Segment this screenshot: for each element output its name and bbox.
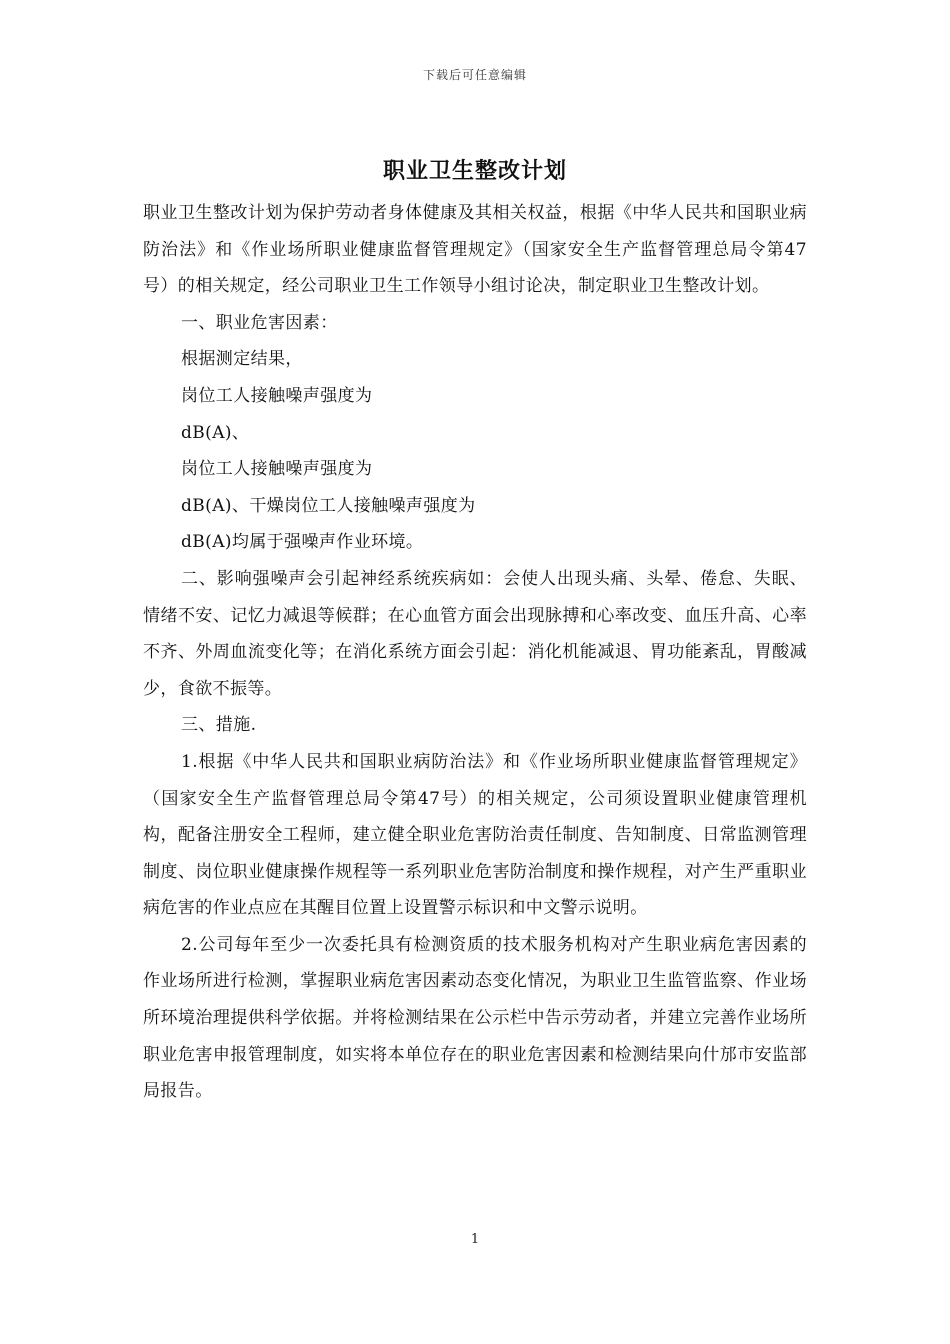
noise-line-3: 岗位工人接触噪声强度为 bbox=[181, 459, 373, 480]
page-header: 下载后可任意编辑 bbox=[422, 68, 527, 82]
noise-line-1: 岗位工人接触噪声强度为 bbox=[181, 385, 373, 406]
document-title: 职业卫生整改计划 bbox=[382, 159, 567, 184]
noise-line-5: dB(A)均属于强噪声作业环境。 bbox=[181, 532, 424, 553]
measurement-intro: 根据测定结果， bbox=[181, 349, 303, 370]
section-3-heading: 三、措施. bbox=[181, 715, 257, 736]
measure-2-paragraph: 2.公司每年至少一次委托具有检测资质的技术服务机构对产生职业病危害因素的作业场所进行检测，掌握职业病危害因素动态变化情况，为职业卫生监管监察、作业场所环境治理提供科学依据。并将检测结果在公示栏中告示劳动者，并建立完善作业场所职业危害申报管理制度，如实将本单位存在的职业危害因素和检测结果向什邡市安监部局报告。 bbox=[143, 934, 807, 1102]
measure-1-paragraph: 1.根据《中华人民共和国职业病防治法》和《作业场所职业健康监督管理规定》（国家安全生产监督管理总局令第47号）的相关规定，公司须设置职业健康管理机构，配备注册安全工程师，建立健全职业危害防治责任制度、告知制度、日常监测管理制度、岗位职业健康操作规程等一系列职业危害防治制度和操作规程，对产生严重职业病危害的作业点应在其醒目位置上设置警示标识和中文警示说明。 bbox=[143, 751, 807, 919]
document-body bbox=[143, 195, 807, 1110]
noise-line-4: dB(A)、干燥岗位工人接触噪声强度为 bbox=[181, 495, 476, 516]
intro-paragraph: 职业卫生整改计划为保护劳动者身体健康及其相关权益，根据《中华人民共和国职业病防治法》和《作业场所职业健康监督管理规定》（国家安全生产监督管理总局令第47号）的相关规定，经公司职业卫生工作领导小组讨论决，制定职业卫生整改计划。 bbox=[143, 203, 807, 297]
section-2-paragraph: 二、影响强噪声会引起神经系统疾病如：会使人出现头痛、头晕、倦怠、失眠、情绪不安、记忆力减退等候群；在心血管方面会出现脉搏和心率改变、血压升高、心率不齐、外周血流变化等；在消化系统方面会引起：消化机能减退、胃功能紊乱，胃酸减少，食欲不振等。 bbox=[143, 568, 807, 699]
noise-line-2: dB(A)、 bbox=[181, 422, 250, 443]
page-number: 1 bbox=[470, 1232, 480, 1247]
section-1-heading: 一、职业危害因素： bbox=[181, 312, 338, 333]
